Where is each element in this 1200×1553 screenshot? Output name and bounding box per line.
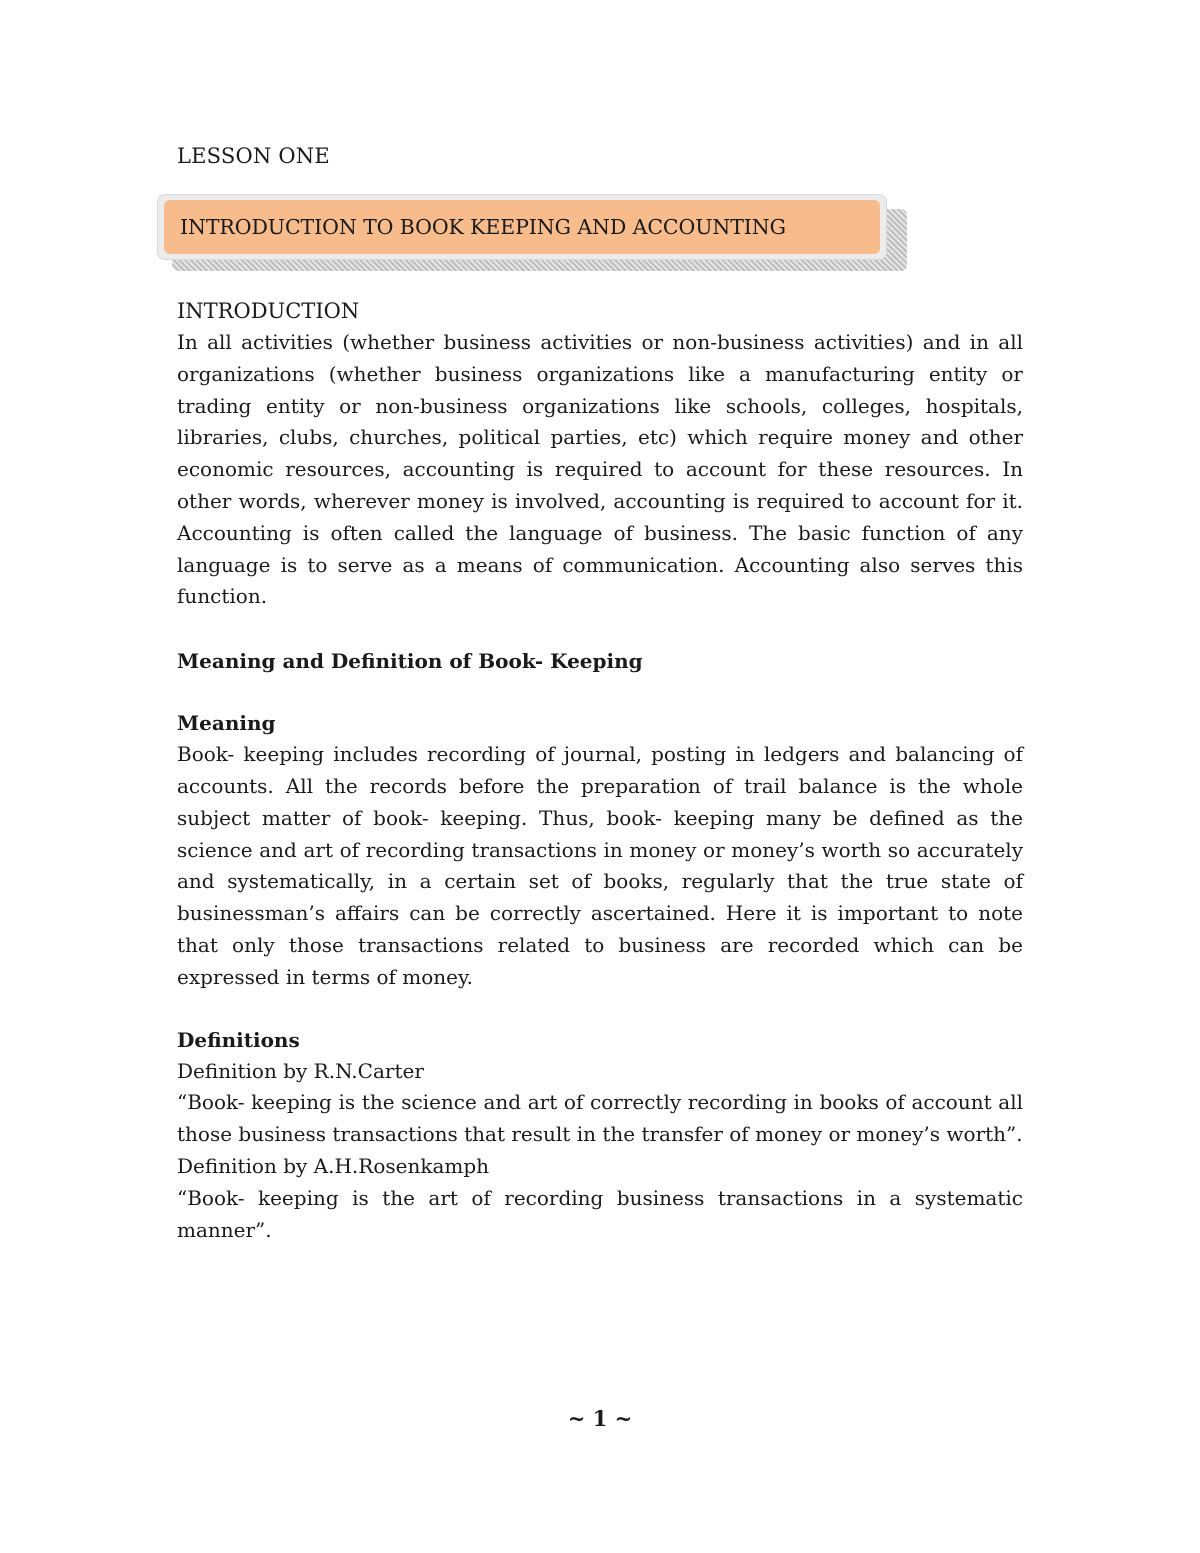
meaning-heading: Meaning xyxy=(177,711,276,736)
lesson-title: INTRODUCTION TO BOOK KEEPING AND ACCOUNTING xyxy=(164,200,880,254)
definition-rosenkamph-quote: “Book- keeping is the art of recording business transactions in a systematic manner”. xyxy=(177,1185,1023,1242)
definition-carter-label: Definition by R.N.Carter xyxy=(177,1058,424,1083)
document-page xyxy=(177,140,1023,1246)
bookkeeping-heading: Meaning and Definition of Book- Keeping xyxy=(177,649,643,674)
definitions-heading: Definitions xyxy=(177,1027,300,1052)
introduction-paragraph: In all activities (whether business activities or non-business activities) and in all organizations (whether business organizations like a manufacturing entity or trading entity or non-business organizations like schools, colleges, hospitals, libraries, clubs, churches, political parties, etc) which require money and other economic resources, accounting is required to account for these resources. In other words, wherever money is involved, accounting is required to account for it. Accounting is often called the language of business. The basic function of any language is to serve as a means of communication. Accounting also serves this function. xyxy=(177,330,1023,609)
page-number: ~ 1 ~ xyxy=(567,1406,633,1431)
lesson-title-banner xyxy=(158,195,908,273)
definition-carter-quote: “Book- keeping is the science and art of correctly recording in books of account all those business transactions that result in the transfer of money or money’s worth”. xyxy=(177,1090,1023,1147)
definition-rosenkamph-label: Definition by A.H.Rosenkamph xyxy=(177,1153,490,1178)
meaning-paragraph: Book- keeping includes recording of journal, posting in ledgers and balancing of accounts. All the records before the preparation of trail balance is the whole subject matter of book- keeping. Thus, book- keeping many be defined as the science and art of recording transactions in money or money’s worth so accurately and systematically, in a certain set of books, regularly that the true state of businessman’s affairs can be correctly ascertained. Here it is important to note that only those transactions related to business are recorded which can be expressed in terms of money. xyxy=(177,742,1023,989)
introduction-heading: INTRODUCTION xyxy=(177,299,360,323)
lesson-label: LESSON ONE xyxy=(177,144,330,168)
